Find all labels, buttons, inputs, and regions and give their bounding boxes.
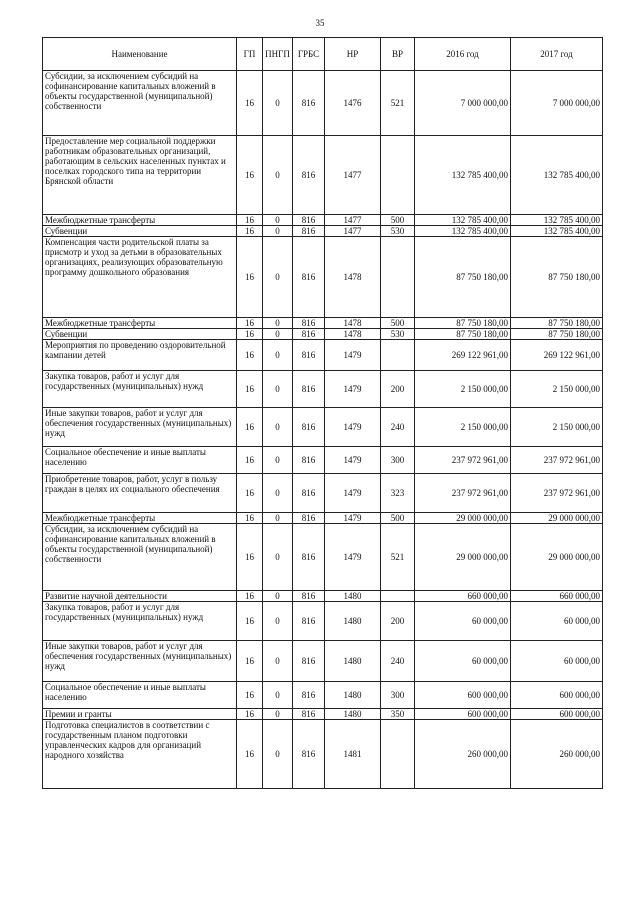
cell-grbs: 816 — [293, 237, 325, 318]
cell-gp: 16 — [237, 447, 263, 474]
cell-2016: 132 785 400,00 — [415, 226, 511, 237]
cell-gp: 16 — [237, 682, 263, 709]
cell-gp: 16 — [237, 71, 263, 136]
cell-gp: 16 — [237, 340, 263, 371]
cell-pngp: 0 — [263, 136, 293, 215]
table-row — [43, 709, 603, 720]
cell-2017: 237 972 961,00 — [511, 447, 603, 474]
cell-gp: 16 — [237, 720, 263, 789]
cell-2017: 87 750 180,00 — [511, 237, 603, 318]
cell-name: Субсидии, за исключением субсидий на софинансирование капитальных вложений в объекты государственной (муниципальной) собственности — [43, 524, 237, 591]
cell-2017: 7 000 000,00 — [511, 71, 603, 136]
cell-2016: 87 750 180,00 — [415, 237, 511, 318]
header-nr: НР — [325, 38, 381, 71]
cell-vr: 323 — [381, 474, 415, 513]
cell-2017: 87 750 180,00 — [511, 329, 603, 340]
cell-gp: 16 — [237, 474, 263, 513]
page-number: 35 — [315, 18, 325, 28]
table-row — [43, 591, 603, 602]
cell-gp: 16 — [237, 513, 263, 524]
cell-pngp: 0 — [263, 720, 293, 789]
table-row — [43, 474, 603, 513]
cell-name: Закупка товаров, работ и услуг для государственных (муниципальных) нужд — [43, 602, 237, 641]
cell-pngp: 0 — [263, 215, 293, 226]
cell-2016: 260 000,00 — [415, 720, 511, 789]
cell-nr: 1480 — [325, 709, 381, 720]
cell-nr: 1479 — [325, 371, 381, 408]
cell-vr: 500 — [381, 215, 415, 226]
cell-nr: 1480 — [325, 641, 381, 682]
cell-name: Премии и гранты — [43, 709, 237, 720]
cell-name: Закупка товаров, работ и услуг для государственных (муниципальных) нужд — [43, 371, 237, 408]
cell-grbs: 816 — [293, 329, 325, 340]
cell-2017: 2 150 000,00 — [511, 371, 603, 408]
cell-gp: 16 — [237, 215, 263, 226]
cell-gp: 16 — [237, 591, 263, 602]
cell-2016: 600 000,00 — [415, 709, 511, 720]
cell-2017: 660 000,00 — [511, 591, 603, 602]
table-row — [43, 237, 603, 318]
cell-nr: 1479 — [325, 524, 381, 591]
cell-2016: 2 150 000,00 — [415, 408, 511, 447]
cell-name: Компенсация части родительской платы за присмотр и уход за детьми в образовательных организациях, реализующих образовательную программу дошкольного образования — [43, 237, 237, 318]
cell-vr: 240 — [381, 641, 415, 682]
cell-grbs: 816 — [293, 371, 325, 408]
table-row — [43, 602, 603, 641]
cell-pngp: 0 — [263, 318, 293, 329]
cell-2016: 237 972 961,00 — [415, 474, 511, 513]
cell-2017: 29 000 000,00 — [511, 524, 603, 591]
cell-vr — [381, 720, 415, 789]
cell-nr: 1478 — [325, 237, 381, 318]
cell-grbs: 816 — [293, 408, 325, 447]
header-row — [43, 38, 603, 71]
cell-nr: 1481 — [325, 720, 381, 789]
cell-gp: 16 — [237, 524, 263, 591]
cell-2017: 60 000,00 — [511, 602, 603, 641]
cell-2016: 60 000,00 — [415, 602, 511, 641]
cell-grbs: 816 — [293, 720, 325, 789]
cell-vr: 200 — [381, 371, 415, 408]
cell-gp: 16 — [237, 371, 263, 408]
cell-name: Субсидии, за исключением субсидий на софинансирование капитальных вложений в объекты государственной (муниципальной) собственности — [43, 71, 237, 136]
cell-2016: 7 000 000,00 — [415, 71, 511, 136]
cell-pngp: 0 — [263, 524, 293, 591]
cell-nr: 1480 — [325, 591, 381, 602]
table-row — [43, 371, 603, 408]
cell-gp: 16 — [237, 318, 263, 329]
cell-grbs: 816 — [293, 682, 325, 709]
cell-grbs: 816 — [293, 71, 325, 136]
cell-2016: 600 000,00 — [415, 682, 511, 709]
table-row — [43, 340, 603, 371]
header-pngp: ПНГП — [263, 38, 293, 71]
cell-gp: 16 — [237, 602, 263, 641]
cell-gp: 16 — [237, 641, 263, 682]
cell-nr: 1479 — [325, 474, 381, 513]
cell-vr — [381, 340, 415, 371]
cell-nr: 1478 — [325, 329, 381, 340]
cell-nr: 1477 — [325, 215, 381, 226]
cell-nr: 1477 — [325, 136, 381, 215]
cell-grbs: 816 — [293, 318, 325, 329]
budget-table — [42, 37, 603, 789]
cell-vr — [381, 237, 415, 318]
cell-grbs: 816 — [293, 136, 325, 215]
cell-pngp: 0 — [263, 226, 293, 237]
cell-2016: 132 785 400,00 — [415, 215, 511, 226]
cell-name: Межбюджетные трансферты — [43, 215, 237, 226]
cell-nr: 1479 — [325, 408, 381, 447]
cell-vr: 500 — [381, 513, 415, 524]
table-body — [43, 71, 603, 789]
cell-vr: 530 — [381, 329, 415, 340]
header-2017: 2017 год — [511, 38, 603, 71]
cell-pngp: 0 — [263, 447, 293, 474]
cell-vr: 300 — [381, 682, 415, 709]
cell-grbs: 816 — [293, 226, 325, 237]
cell-pngp: 0 — [263, 329, 293, 340]
table-row — [43, 524, 603, 591]
cell-2016: 2 150 000,00 — [415, 371, 511, 408]
cell-2017: 2 150 000,00 — [511, 408, 603, 447]
cell-2017: 132 785 400,00 — [511, 136, 603, 215]
cell-2017: 87 750 180,00 — [511, 318, 603, 329]
cell-nr: 1479 — [325, 447, 381, 474]
cell-name: Мероприятия по проведению оздоровительной кампании детей — [43, 340, 237, 371]
table-row — [43, 682, 603, 709]
cell-nr: 1477 — [325, 226, 381, 237]
cell-2017: 260 000,00 — [511, 720, 603, 789]
table-row — [43, 226, 603, 237]
cell-gp: 16 — [237, 709, 263, 720]
cell-2016: 29 000 000,00 — [415, 524, 511, 591]
cell-2016: 29 000 000,00 — [415, 513, 511, 524]
cell-grbs: 816 — [293, 447, 325, 474]
cell-pngp: 0 — [263, 371, 293, 408]
cell-2016: 660 000,00 — [415, 591, 511, 602]
table-row — [43, 329, 603, 340]
table-row — [43, 513, 603, 524]
cell-name: Приобретение товаров, работ, услуг в пользу граждан в целях их социального обеспечения — [43, 474, 237, 513]
table-row — [43, 447, 603, 474]
cell-nr: 1479 — [325, 340, 381, 371]
cell-nr: 1479 — [325, 513, 381, 524]
cell-name: Межбюджетные трансферты — [43, 318, 237, 329]
header-name: Наименование — [43, 38, 237, 71]
cell-nr: 1480 — [325, 682, 381, 709]
cell-name: Субвенции — [43, 329, 237, 340]
header-2016: 2016 год — [415, 38, 511, 71]
cell-name: Межбюджетные трансферты — [43, 513, 237, 524]
cell-grbs: 816 — [293, 524, 325, 591]
cell-gp: 16 — [237, 226, 263, 237]
header-gp: ГП — [237, 38, 263, 71]
cell-2016: 237 972 961,00 — [415, 447, 511, 474]
cell-pngp: 0 — [263, 682, 293, 709]
cell-gp: 16 — [237, 237, 263, 318]
cell-name: Субвенции — [43, 226, 237, 237]
cell-vr: 500 — [381, 318, 415, 329]
cell-grbs: 816 — [293, 641, 325, 682]
cell-2017: 132 785 400,00 — [511, 215, 603, 226]
cell-grbs: 816 — [293, 709, 325, 720]
cell-grbs: 816 — [293, 513, 325, 524]
cell-pngp: 0 — [263, 513, 293, 524]
cell-grbs: 816 — [293, 591, 325, 602]
cell-grbs: 816 — [293, 474, 325, 513]
cell-vr — [381, 591, 415, 602]
cell-pngp: 0 — [263, 602, 293, 641]
cell-vr: 521 — [381, 71, 415, 136]
cell-nr: 1478 — [325, 318, 381, 329]
cell-2016: 60 000,00 — [415, 641, 511, 682]
table-row — [43, 641, 603, 682]
cell-pngp: 0 — [263, 641, 293, 682]
cell-2017: 132 785 400,00 — [511, 226, 603, 237]
cell-nr: 1476 — [325, 71, 381, 136]
table-row — [43, 720, 603, 789]
cell-2017: 29 000 000,00 — [511, 513, 603, 524]
cell-pngp: 0 — [263, 591, 293, 602]
cell-name: Подготовка специалистов в соответствии с государственным планом подготовки управленческих кадров для организаций народного хозяйства — [43, 720, 237, 789]
cell-name: Предоставление мер социальной поддержки работникам образовательных организаций, работающим в сельских населенных пунктах и поселках городского типа на территории Брянской области — [43, 136, 237, 215]
cell-pngp: 0 — [263, 709, 293, 720]
cell-2016: 87 750 180,00 — [415, 329, 511, 340]
table-row — [43, 215, 603, 226]
cell-name: Развитие научной деятельности — [43, 591, 237, 602]
cell-vr — [381, 136, 415, 215]
cell-name: Социальное обеспечение и иные выплаты населению — [43, 447, 237, 474]
cell-vr: 521 — [381, 524, 415, 591]
cell-name: Иные закупки товаров, работ и услуг для обеспечения государственных (муниципальных) нужд — [43, 408, 237, 447]
cell-name: Социальное обеспечение и иные выплаты населению — [43, 682, 237, 709]
cell-gp: 16 — [237, 329, 263, 340]
cell-vr: 240 — [381, 408, 415, 447]
cell-2016: 87 750 180,00 — [415, 318, 511, 329]
cell-pngp: 0 — [263, 71, 293, 136]
cell-vr: 300 — [381, 447, 415, 474]
cell-2017: 237 972 961,00 — [511, 474, 603, 513]
table-row — [43, 71, 603, 136]
table-row — [43, 408, 603, 447]
header-grbs: ГРБС — [293, 38, 325, 71]
cell-grbs: 816 — [293, 215, 325, 226]
cell-name: Иные закупки товаров, работ и услуг для обеспечения государственных (муниципальных) нужд — [43, 641, 237, 682]
cell-vr: 350 — [381, 709, 415, 720]
cell-pngp: 0 — [263, 408, 293, 447]
cell-vr: 200 — [381, 602, 415, 641]
cell-2017: 269 122 961,00 — [511, 340, 603, 371]
cell-2017: 600 000,00 — [511, 682, 603, 709]
table-row — [43, 136, 603, 215]
cell-pngp: 0 — [263, 474, 293, 513]
cell-2017: 60 000,00 — [511, 641, 603, 682]
cell-grbs: 816 — [293, 340, 325, 371]
table-row — [43, 318, 603, 329]
cell-gp: 16 — [237, 408, 263, 447]
cell-grbs: 816 — [293, 602, 325, 641]
cell-vr: 530 — [381, 226, 415, 237]
cell-nr: 1480 — [325, 602, 381, 641]
header-vr: ВР — [381, 38, 415, 71]
cell-gp: 16 — [237, 136, 263, 215]
cell-pngp: 0 — [263, 237, 293, 318]
cell-2016: 269 122 961,00 — [415, 340, 511, 371]
cell-pngp: 0 — [263, 340, 293, 371]
cell-2017: 600 000,00 — [511, 709, 603, 720]
cell-2016: 132 785 400,00 — [415, 136, 511, 215]
